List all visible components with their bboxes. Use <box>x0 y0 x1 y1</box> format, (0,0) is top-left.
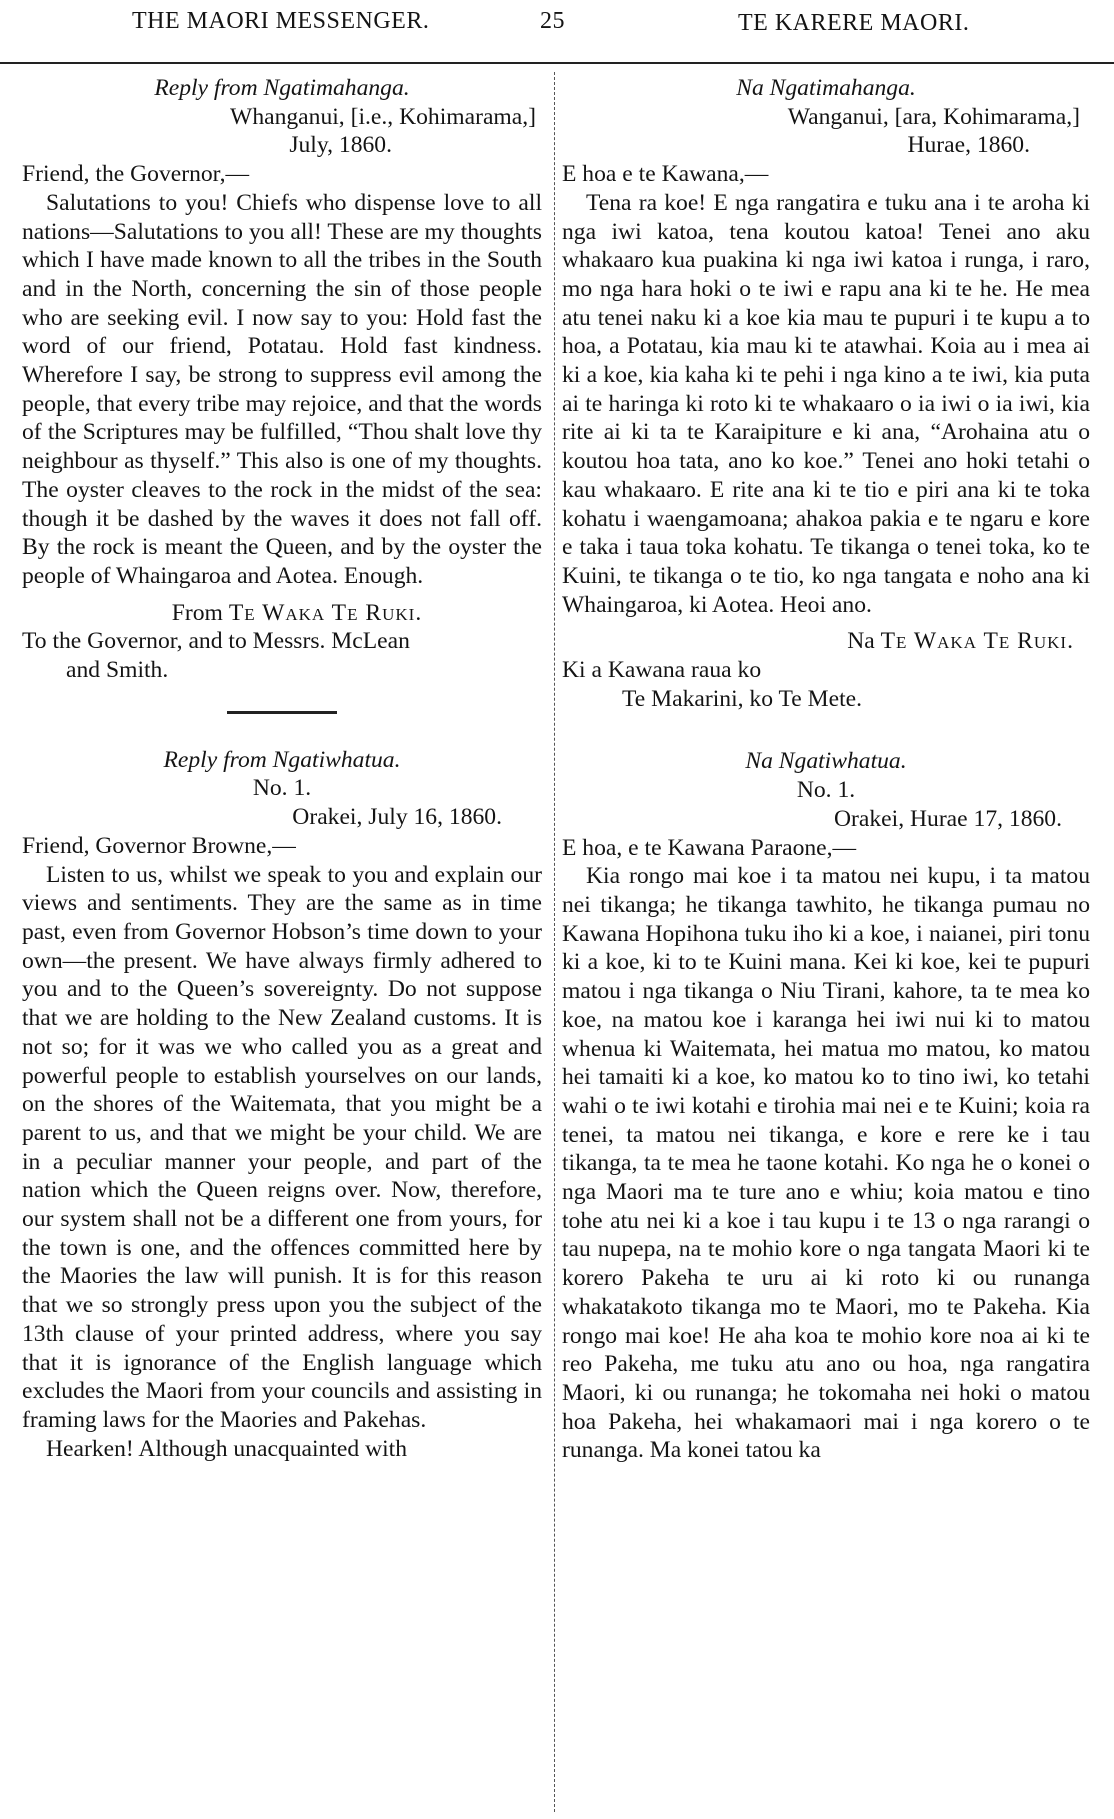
maori-column <box>562 74 1090 1465</box>
page-number: 25 <box>540 8 565 34</box>
section-heading-ngatiwhatua-mi: Na Ngatiwhatua. <box>745 748 907 775</box>
letter-body: Salutations to you! Chiefs who dispense love to all nations—Salutations to you all! These are my thoughts which I have made known to all the tribes in the South and in the North, concerning the sin of those people who are seeking evil. I now say to you: Hold fast the word of our friend, Potatau. Hold fast kindness. Wherefore I say, be strong to suppress evil among the people, that every tribe may rejoice, and that the words of the Scriptures may be fulfilled, “Thou shalt love thy neighbour as thyself.” This also is one of my thoughts. The oyster cleaves to the rock in the midst of the sea: though it be dashed by the waves it does not fall off. By the rock is meant the Queen, and by the oyster the people of Whaingaroa and Aotea. Enough. <box>22 189 542 589</box>
letter-addressee-line-2: Te Makarini, ko Te Mete. <box>622 685 862 712</box>
letter-last-line: Hearken! Although unacquainted with <box>46 1435 408 1462</box>
section-heading-ngatiwhatua-en: Reply from Ngatiwhatua. <box>163 746 401 773</box>
letter-salutation: Friend, Governor Browne,— <box>22 832 296 859</box>
letter-addressee-line-1: Ki a Kawana raua ko <box>562 657 762 684</box>
letter-salutation: E hoa, e te Kawana Paraone,— <box>562 834 857 861</box>
letter-body: Tena ra koe! E nga rangatira e tuku ana i te aroha ki nga iwi katoa, tena koutou katoa! Tenei ano aku whakaaro kua puakina ki nga iwi katoa i runga, i raro, mo nga hara hoki o te iwi e rapu ana ki te he. He mea atu tenei naku ki a koe kia mau te pupuri i te kupu a to hoa, a Potatau, kia mau ki te atawhai. Koia au i mea ai ki a koe, kia kaha ki te pehi i nga kino a te iwi, kia puta ai te haringa ki roto ki te whakaaro o ia iwi o ia iwi, kia rite ai ki ta te Karaipiture e ki ana, “Arohaina atu o koutou hoa tata, ano ko koe.” Tenei ano hoki tetahi o kau whakaaro. E rite ana ki te tio e piri ana ki te toka kohatu i waengamoana; ahakoa pakia e te ngaru e kore e taka i taua toka kohatu. Te tikanga o tenei toka, ko te Kuini, te tikanga o te tio, ko nga tangata e noho ana ki Whaingaroa, ki Aotea. Heoi ano. <box>562 189 1090 618</box>
letter-date: July, 1860. <box>289 132 392 159</box>
section-heading-ngatimahanga-en: Reply from Ngatimahanga. <box>154 75 410 101</box>
letter-salutation: Friend, the Governor,— <box>22 161 250 188</box>
english-column <box>22 74 542 1463</box>
signature-prefix: From <box>171 599 223 626</box>
column-divider <box>554 72 555 1812</box>
letter-number: No. 1. <box>252 775 312 802</box>
section-separator <box>227 711 337 714</box>
letter-body: Listen to us, whilst we speak to you and explain our views and sentiments. They are the same as in time past, even from Governor Hobson’s time down to your own—the present. We have always firmly adhered to you and to the Queen’s sovereignty. Do not suppose that we are holding to the New Zealand customs. It is not so; for it was we who called you as a great and powerful people to establish yourselves on our lands, on the shores of the Waitemata, that you might be a parent to us, and that we might be your child. We are in a peculiar manner your people, and part of the nation which the Queen reigns over. Now, therefore, our system shall not be a different one from yours, for the town is one, and the offences committed here by the Maories the law will punish. It is for this reason that we so strongly press upon you the subject of the 13th clause of your printed address, where you say that it is ignorance of the English language which excludes the Maori from your councils and assisting in framing laws for the Maories and Pakehas. <box>22 861 542 1433</box>
letter-signature <box>562 627 1090 656</box>
letter-signature <box>22 599 542 628</box>
letter-place-date: Orakei, July 16, 1860. <box>292 804 502 831</box>
letter-place: Whanganui, [i.e., Kohimarama,] <box>230 103 536 130</box>
letter-body: Kia rongo mai koe i ta matou nei kupu, i ta matou nei tikanga; he tikanga tawhito, he tikanga pumau no Kawana Hopihona tuku iho ki a koe, i naianei, piri tonu ki a koe, ki to te Kuini mana. Kei ki koe, kei te pupuri matou i nga tikanga o Niu Tirani, kahore, ta te mea ko koe, na matou koe i karanga hei iwi nui ki to matou whenua ki Waitemata, hei matua mo matou, ko matou hei tamaiti ki a koe, ko matou ko to tino iwi, ko tetahi wahi o te iwi kotahi e tirohia mai nei e te Kuini; koia ra tenei, ta matou nei tikanga, e kore e rere ke i tau tikanga, ta te mea he taone kotahi. Ko nga he o konei o nga Maori ma te ture ano e whiu; koia matou e tino tohe atu nei ki a koe i tau kupu i te 13 o nga rarangi o tau nupepa, na te mohio kore o nga tangata Maori ki te korero Pakeha te uru ai ki roto ki ou runanga whakatakoto tikanga mo te Maori, mo te Pakeha. Kia rongo mai koe! He aha koa te mohio kore noa ai ki te reo Pakeha, me tuku atu ano ou hoa, nga rangatira Maori, ki ou runanga; he tokomaha nei hoki o matou hoa Pakeha, hei whakamaori mai i nga korero o te runanga. Ma konei tatou ka <box>562 863 1090 1464</box>
section-heading-ngatimahanga-mi: Na Ngatimahanga. <box>736 75 916 101</box>
signature-name: Te Waka Te Ruki. <box>228 599 423 626</box>
letter-addressee-line-1: To the Governor, and to Messrs. McLean <box>22 628 410 655</box>
letter-date: Hurae, 1860. <box>907 132 1030 159</box>
masthead-maori-title: TE KARERE MAORI. <box>738 10 970 36</box>
letter-place-date: Orakei, Hurae 17, 1860. <box>834 805 1062 832</box>
signature-prefix: Na <box>847 628 875 655</box>
letter-number: No. 1. <box>796 777 856 804</box>
masthead-rule <box>0 62 1114 64</box>
letter-place: Wanganui, [ara, Kohimarama,] <box>787 103 1080 130</box>
masthead <box>0 0 1114 56</box>
letter-addressee-line-2: and Smith. <box>66 657 169 684</box>
signature-name: Te Waka Te Ruki. <box>880 628 1074 655</box>
masthead-english-title: THE MAORI MESSENGER. <box>132 8 430 34</box>
letter-salutation: E hoa e te Kawana,— <box>562 161 769 188</box>
